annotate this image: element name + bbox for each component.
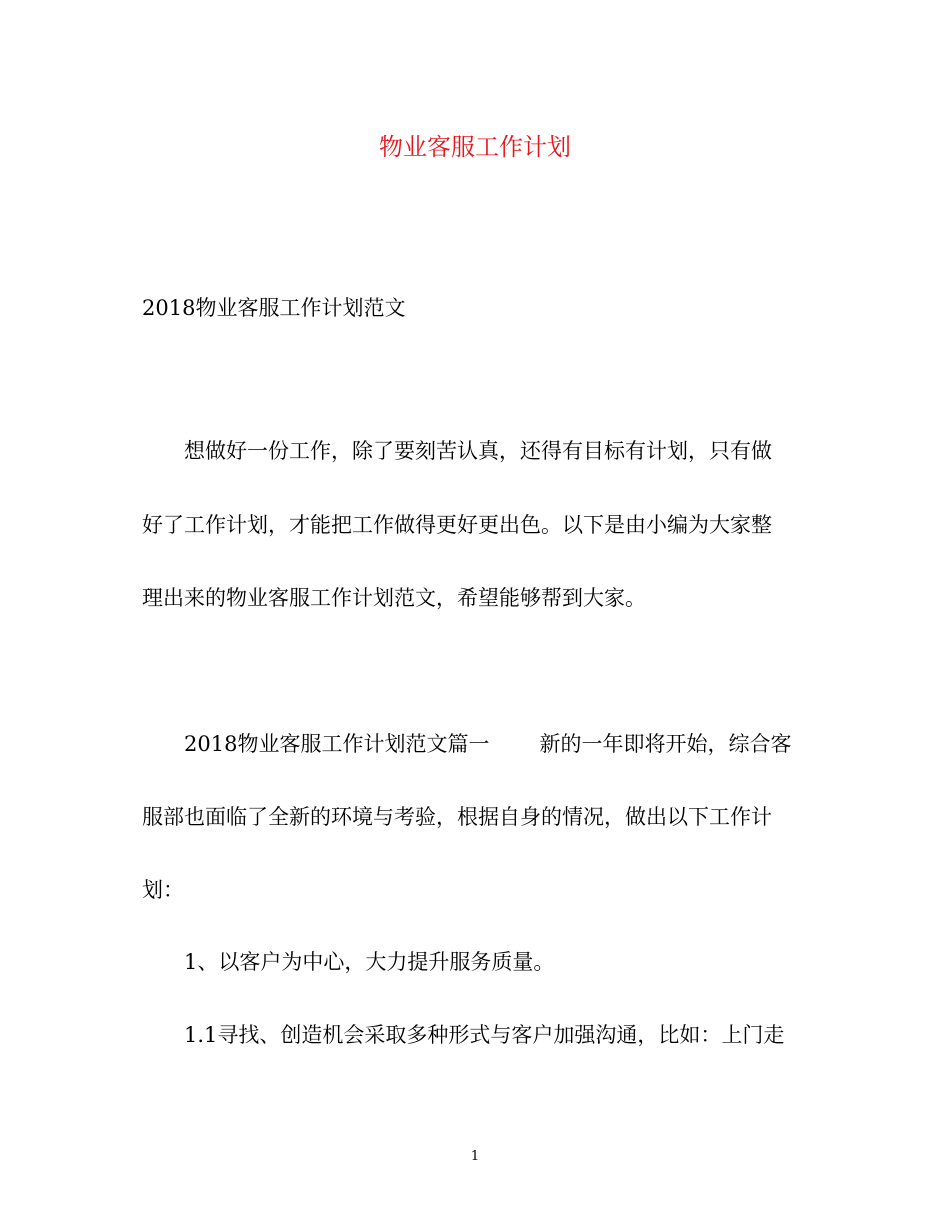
document-subtitle: 2018物业客服工作计划范文: [142, 296, 406, 320]
point-1-1: 1.1寻找、创造机会采取多种形式与客户加强沟通，比如：上门走: [184, 1023, 785, 1047]
section-body-line-3: 划：: [142, 878, 184, 902]
point-1: 1、以客户为中心，大力提升服务质量。: [184, 950, 555, 974]
section-heading: 2018物业客服工作计划范文篇一: [184, 732, 490, 756]
intro-line-2: 好了工作计划，才能把工作做得更好更出色。以下是由小编为大家整: [142, 513, 772, 537]
intro-line-1: 想做好一份工作，除了要刻苦认真，还得有目标有计划，只有做: [184, 439, 772, 463]
section-body-line-2: 服部也面临了全新的环境与考验，根据自身的情况，做出以下工作计: [142, 805, 772, 829]
intro-line-3: 理出来的物业客服工作计划范文，希望能够帮到大家。: [142, 586, 646, 610]
section-body-line-1: 新的一年即将开始，综合客: [539, 732, 792, 756]
page-number: 1: [470, 1149, 480, 1164]
section-first-line: [184, 730, 791, 758]
document-title: 物业客服工作计划: [379, 133, 571, 161]
